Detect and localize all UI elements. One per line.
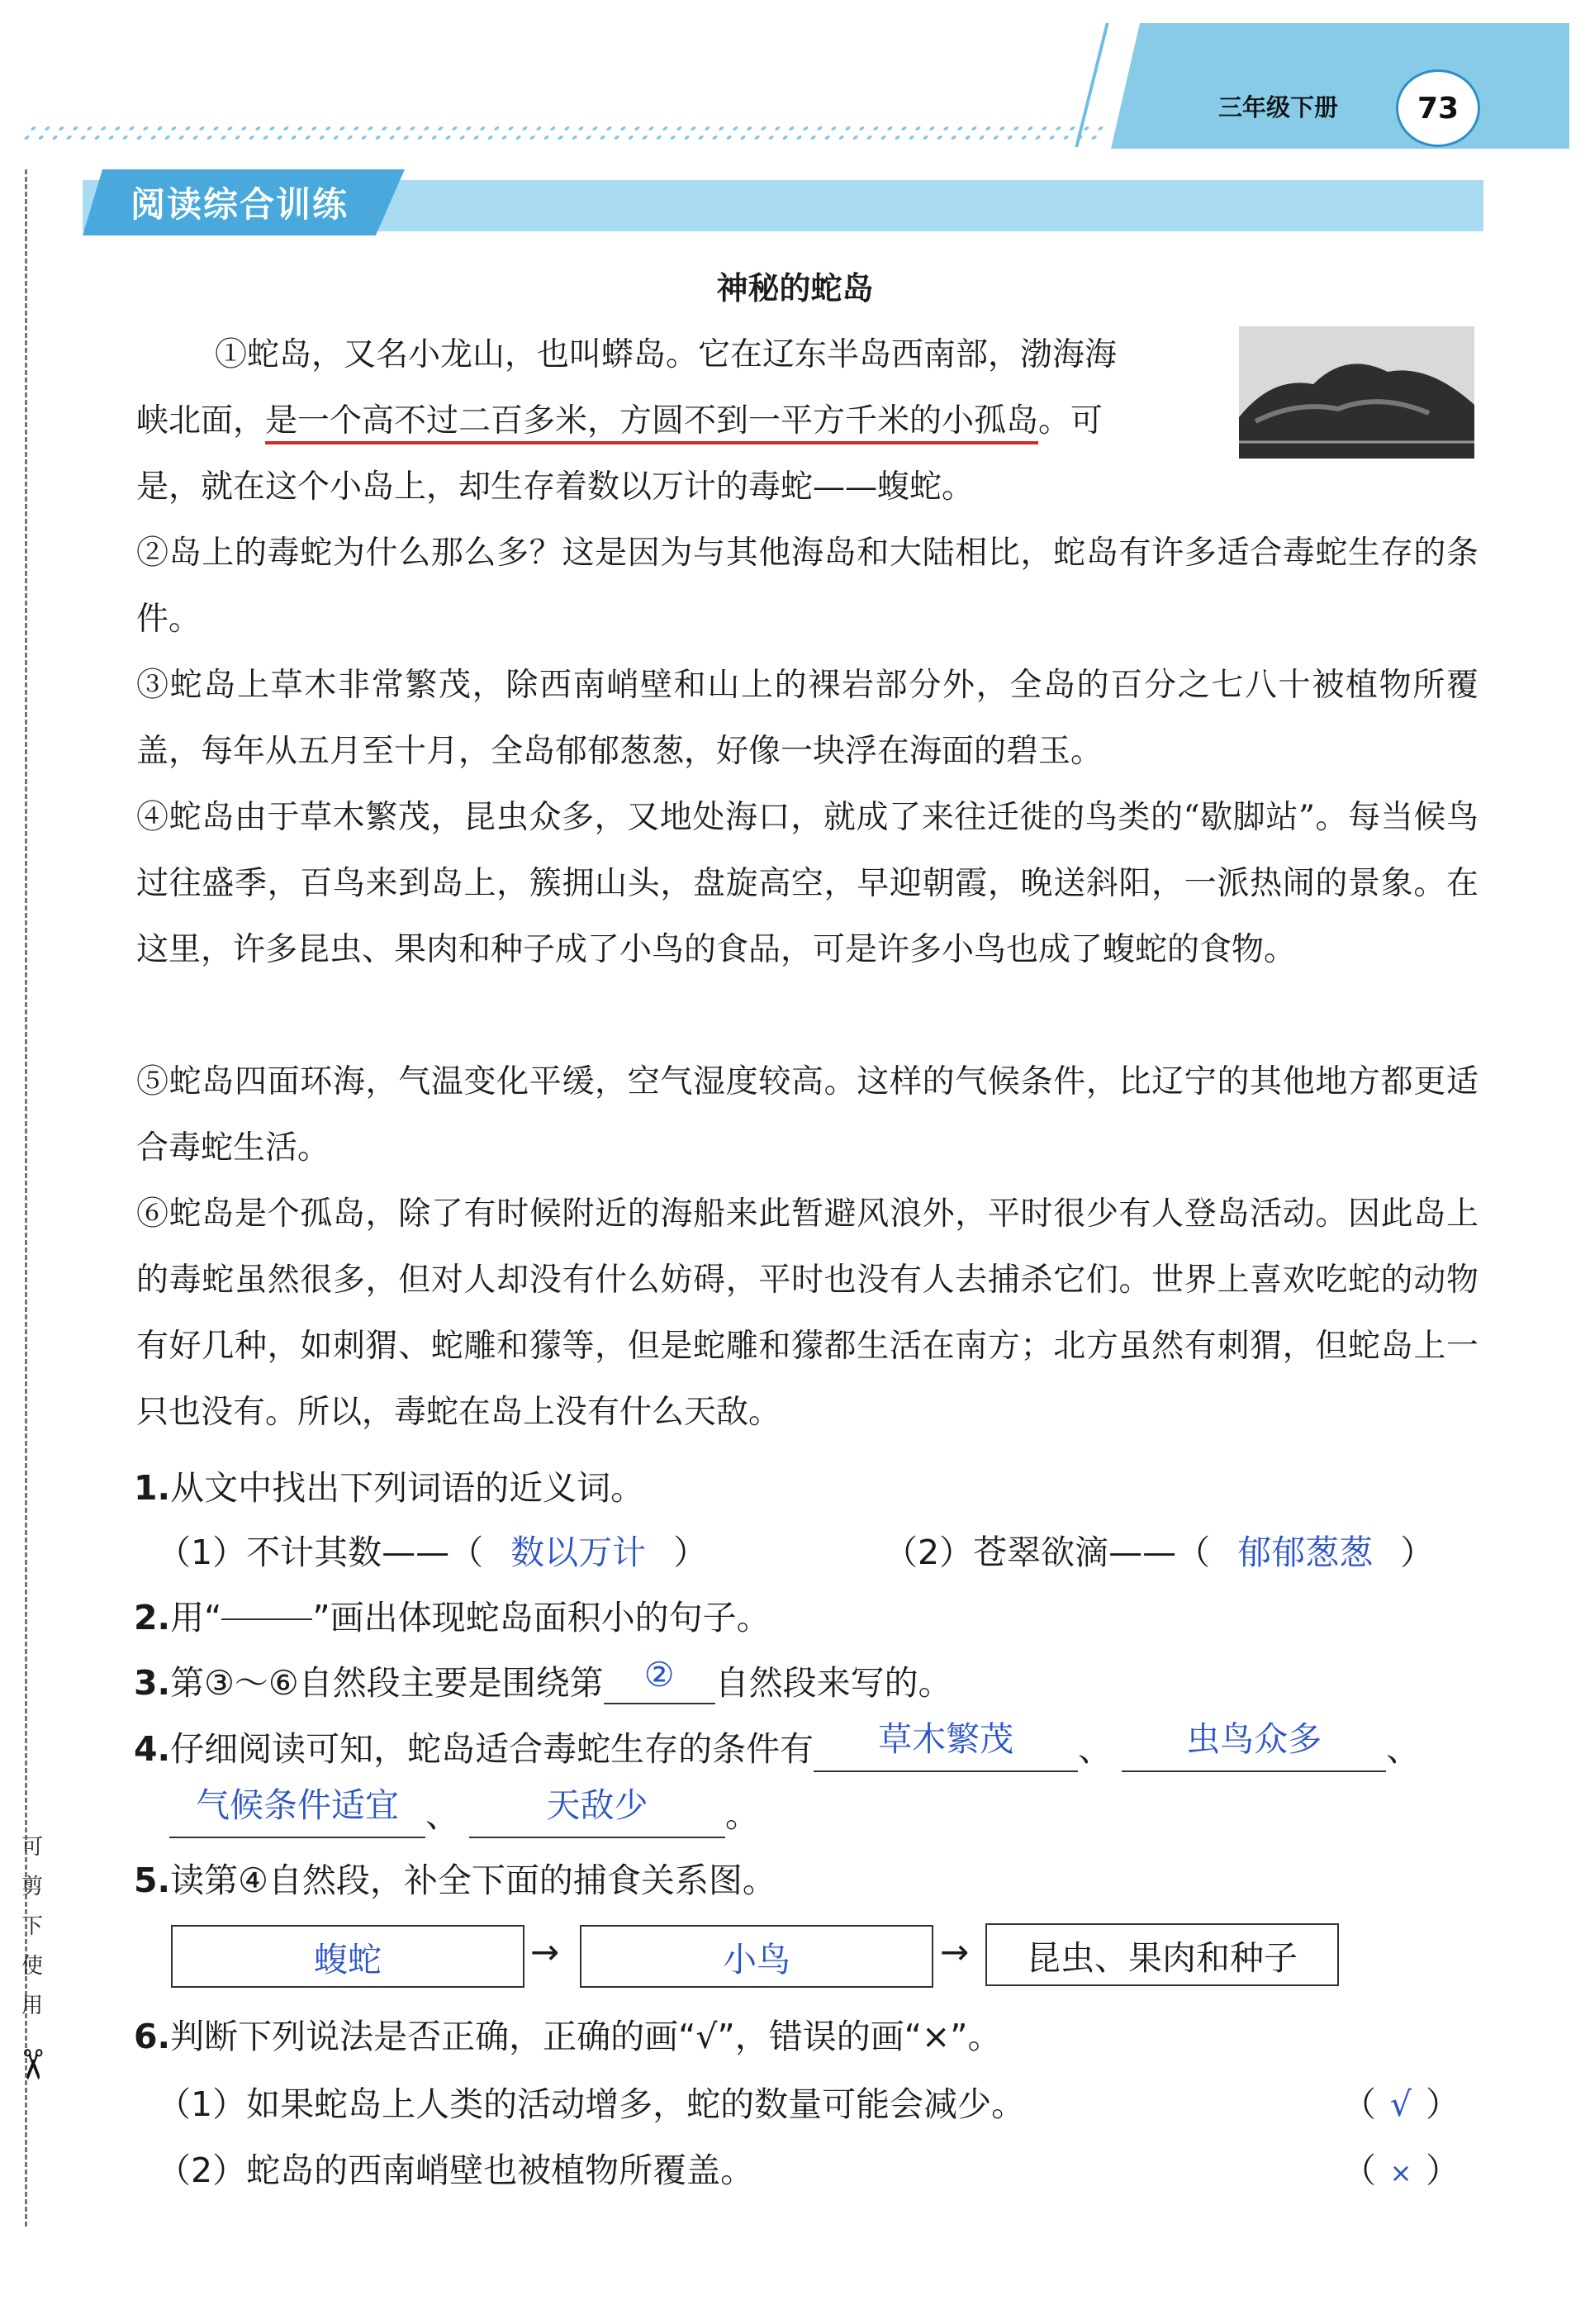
article-title: 神秘的蛇岛 [716, 270, 874, 307]
cut-note: 可剪下使用 [21, 1835, 43, 2018]
question-6-number: 6. [134, 2017, 171, 2056]
question-4-answer-2-field[interactable] [1122, 1719, 1386, 1772]
paragraph-3-text: ③蛇岛上草木非常繁茂，除西南峭壁和山上的裸岩部分外，全岛的百分之七八十被植物所覆盖，每年从五月至十月，全岛郁郁葱葱，好像一块浮在海面的碧玉。 [136, 667, 1478, 770]
bracket-open: （ [1342, 2084, 1376, 2124]
question-4-answer-3: 气候条件适宜 [196, 1785, 399, 1825]
question-4-answer-2: 虫鸟众多 [1186, 1719, 1322, 1759]
underlined-sentence: 是一个高不过二百多米，方圆不到一平方千米的小孤岛 [265, 402, 1038, 444]
question-4-text: 仔细阅读可知，蛇岛适合毒蛇生存的条件有 [170, 1729, 814, 1769]
question-1-b-close: ） [1400, 1533, 1435, 1572]
question-3-number: 3. [134, 1663, 171, 1703]
paragraph-1-line-2-pre: 峡北面， [136, 402, 266, 440]
scissors-icon: ✂ [7, 2047, 56, 2082]
question-1-b-label: （2）苍翠欲滴——（ [884, 1533, 1211, 1572]
question-1-text: 从文中找出下列词语的近义词。 [170, 1468, 645, 1508]
question-5-text: 读第④自然段，补全下面的捕食关系图。 [170, 1861, 776, 1900]
paragraph-6 [136, 1181, 1478, 1446]
statement-1: （1）如果蛇岛上人类的活动增多，蛇的数量可能会减少。 [157, 2084, 1026, 2124]
food-chain-box-3 [985, 1923, 1339, 1986]
question-1-a-answer[interactable]: 数以万计 [510, 1533, 647, 1572]
paragraph-4 [136, 785, 1478, 983]
question-3-text-b: 自然段来写的。 [714, 1663, 952, 1703]
separator: 、 [1386, 1729, 1421, 1769]
question-3 [134, 1656, 952, 1704]
island-photo [1239, 326, 1474, 459]
question-4-answer-4: 天敌少 [546, 1785, 648, 1825]
question-2-number: 2. [134, 1598, 171, 1637]
header-band [1111, 23, 1569, 149]
judgement-2[interactable] [1342, 2143, 1483, 2192]
food-chain-box-1[interactable] [171, 1925, 524, 1988]
header-dotted-decoration [17, 124, 1107, 142]
judgement-1-answer: √ [1389, 2084, 1412, 2124]
question-1 [134, 1461, 644, 1509]
question-4-line-2 [169, 1785, 759, 1838]
judgement-1[interactable] [1342, 2077, 1483, 2126]
paragraph-1-line-2-post: 。可 [1038, 402, 1104, 440]
question-6-text: 判断下列说法是否正确，正确的画“√”，错误的画“×”。 [170, 2017, 1002, 2056]
statement-2: （2）蛇岛的西南峭壁也被植物所覆盖。 [157, 2151, 755, 2190]
separator: 、 [1078, 1729, 1113, 1769]
paragraph-5-text: ⑤蛇岛四面环海，气温变化平缓，空气湿度较高。这样的气候条件，比辽宁的其他地方都更适合毒蛇生活。 [136, 1063, 1478, 1167]
arrow-right-icon: → [530, 1932, 560, 1972]
food-chain-given: 昆虫、果肉和种子 [1027, 1937, 1298, 1978]
question-4-answer-1-field[interactable] [814, 1719, 1078, 1772]
paragraph-1-line-3: 是，就在这个小岛上，却生存着数以万计的毒蛇——蝮蛇。 [136, 468, 975, 506]
question-1-a-close: ） [673, 1533, 708, 1572]
bracket-close: ） [1426, 2151, 1459, 2190]
section-title: 阅读综合训练 [131, 184, 349, 225]
question-4-answer-1: 草木繁茂 [878, 1719, 1014, 1759]
separator: 、 [425, 1795, 459, 1835]
question-1-a-label: （1）不计其数——（ [157, 1533, 484, 1572]
judgement-2-answer: × [1389, 2157, 1412, 2189]
food-chain-answer-2: 小鸟 [723, 1939, 790, 1979]
question-3-answer-field[interactable] [604, 1655, 715, 1704]
question-6 [134, 2009, 1002, 2058]
food-chain-box-2[interactable] [580, 1925, 933, 1988]
food-chain-answer-1: 蝮蛇 [314, 1939, 382, 1979]
question-4-answer-4-field[interactable] [469, 1785, 725, 1838]
paragraph-3 [136, 653, 1478, 785]
question-5 [134, 1853, 776, 1902]
question-4-number: 4. [134, 1729, 171, 1769]
page-number: 73 [1396, 69, 1480, 147]
question-2-text-a: 用“ [170, 1598, 222, 1637]
question-4-answer-3-field[interactable] [169, 1785, 425, 1838]
question-2-text-b: ”画出体现蛇岛面积小的句子。 [312, 1598, 771, 1637]
question-1-number: 1. [134, 1468, 171, 1508]
bracket-open: （ [1342, 2151, 1376, 2190]
paragraph-1-line-1: ①蛇岛，又名小龙山，也叫蟒岛。它在辽东半岛西南部，渤海海 [215, 336, 1118, 373]
paragraph-2-text: ②岛上的毒蛇为什么那么多？这是因为与其他海岛和大陆相比，蛇岛有许多适合毒蛇生存的条件。 [136, 535, 1478, 638]
paragraph-2 [136, 520, 1478, 653]
question-1-b [884, 1525, 1434, 1574]
underline-sample [221, 1590, 312, 1620]
question-3-answer: ② [643, 1655, 675, 1694]
period: 。 [725, 1795, 759, 1835]
paragraph-1 [136, 322, 1235, 454]
question-1-b-answer[interactable]: 郁郁葱葱 [1237, 1533, 1374, 1572]
question-3-text-a: 第③～⑥自然段主要是围绕第 [170, 1663, 604, 1703]
question-4 [134, 1719, 1421, 1772]
paragraph-4-text: ④蛇岛由于草木繁茂，昆虫众多，又地处海口，就成了来往迁徙的鸟类的“歇脚站”。每当候鸟过往盛季，百鸟来到岛上，簇拥山头，盘旋高空，早迎朝霞，晚送斜阳，一派热闹的景象。在这里，许多昆虫、果肉和种子成了小鸟的食品，可是许多小鸟也成了蝮蛇的食物。 [136, 799, 1478, 968]
question-5-number: 5. [134, 1861, 171, 1900]
bracket-close: ） [1426, 2084, 1459, 2124]
grade-label: 三年级下册 [1218, 93, 1339, 121]
paragraph-6-text: ⑥蛇岛是个孤岛，除了有时候附近的海船来此暂避风浪外，平时很少有人登岛活动。因此岛上的毒蛇虽然很多，但对人却没有什么妨碍，平时也没有人去捕杀它们。世界上喜欢吃蛇的动物有好几种，如刺猬、蛇雕和獴等，但是蛇雕和獴都生活在南方；北方虽然有刺猬，但蛇岛上一只也没有。所以，毒蛇在岛上没有什么天敌。 [136, 1195, 1478, 1431]
question-2 [134, 1590, 771, 1639]
paragraph-5 [136, 1049, 1478, 1181]
arrow-right-icon: → [940, 1932, 970, 1972]
question-1-a [157, 1525, 707, 1574]
